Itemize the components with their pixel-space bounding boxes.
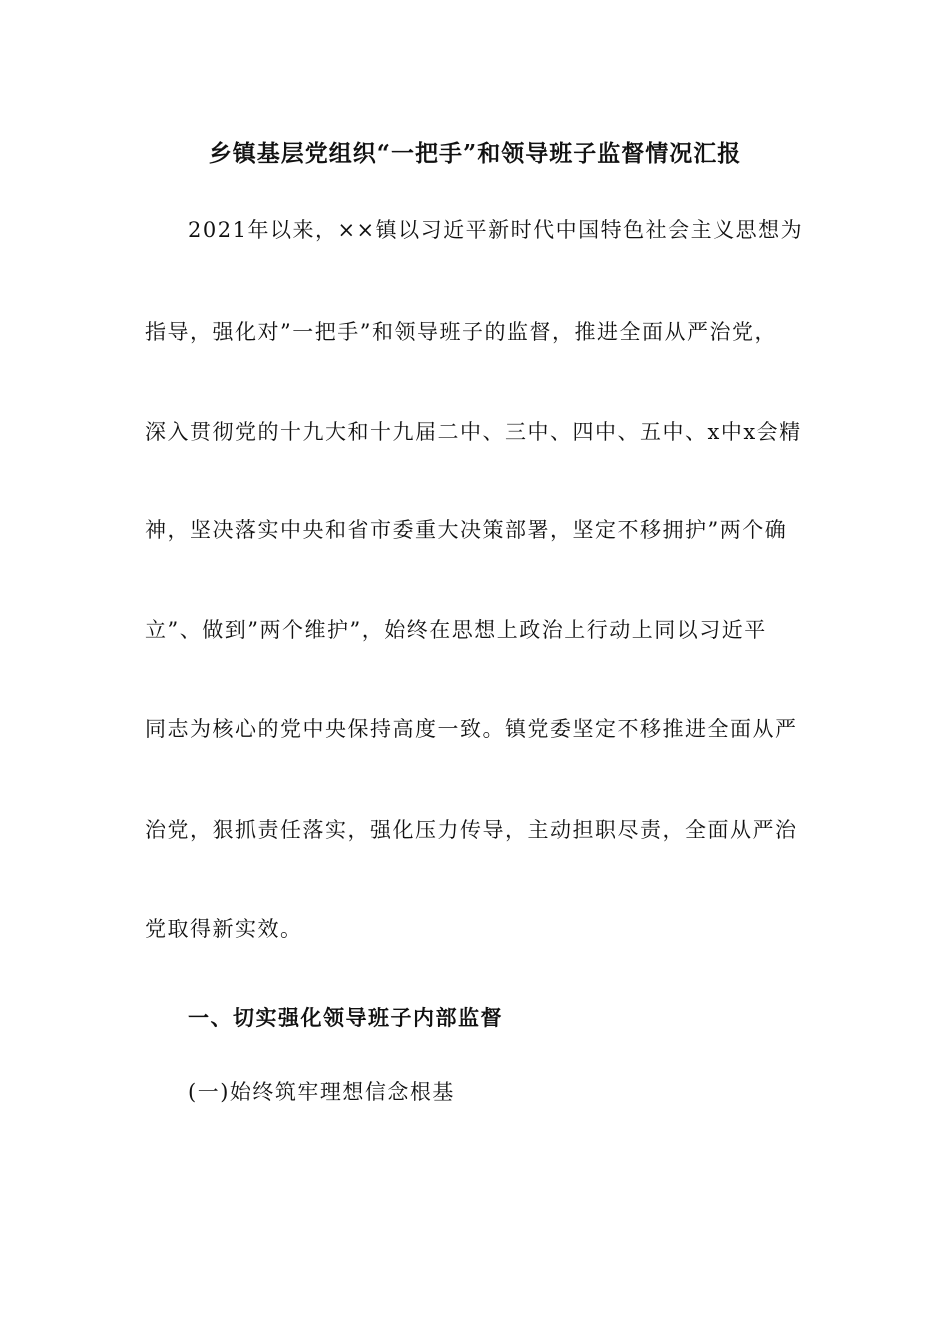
paragraph-line-6: 同志为核心的党中央保持高度一致。镇党委坚定不移推进全面从严 (145, 717, 798, 741)
subsection-heading: (一)始终筑牢理想信念根基 (188, 1080, 455, 1104)
paragraph-line-4: 神，坚决落实中央和省市委重大决策部署，坚定不移拥护”两个确 (145, 518, 788, 542)
document-title: 乡镇基层党组织“一把手”和领导班子监督情况汇报 (208, 140, 742, 167)
paragraph-line-3: 深入贯彻党的十九大和十九届二中、三中、四中、五中、x中x会精 (145, 420, 802, 444)
paragraph-line-7: 治党，狠抓责任落实，强化压力传导，主动担职尽责，全面从严治 (145, 818, 798, 842)
paragraph-line-8: 党取得新实效。 (145, 917, 303, 941)
section-heading: 一、切实强化领导班子内部监督 (188, 1005, 503, 1030)
paragraph-line-1: 2021年以来，××镇以习近平新时代中国特色社会主义思想为 (188, 218, 804, 242)
paragraph-line-2: 指导，强化对”一把手”和领导班子的监督，推进全面从严治党， (145, 320, 777, 344)
paragraph-line-5: 立”、做到”两个维护”，始终在思想上政治上行动上同以习近平 (145, 618, 767, 642)
